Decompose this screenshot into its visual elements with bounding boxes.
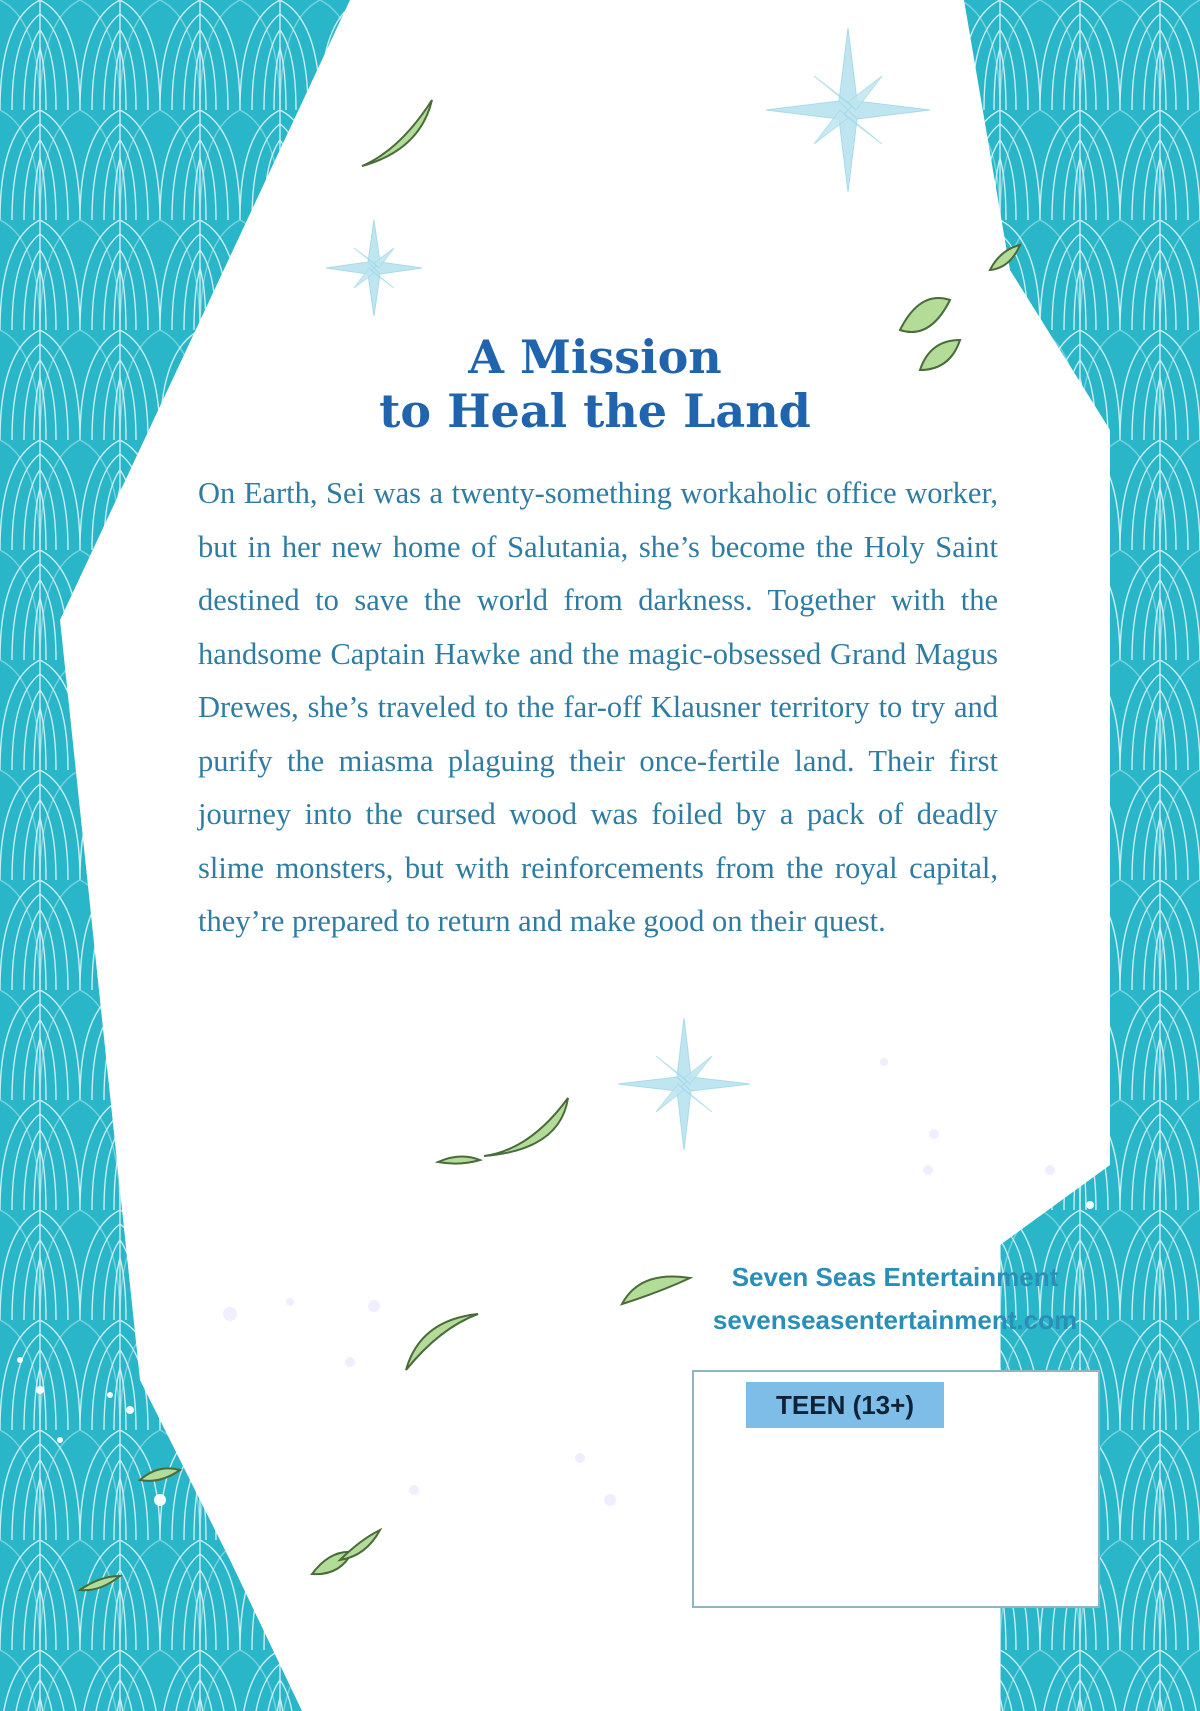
age-rating-badge: TEEN (13+) — [746, 1382, 944, 1428]
book-title — [290, 330, 900, 438]
publisher-name: Seven Seas Entertainment — [731, 1262, 1059, 1292]
title-line-2: to Heal the Land — [379, 384, 811, 438]
blurb-text: On Earth, Sei was a twenty-something workaholic office worker, but in her new home of Salutania, she’s become the Holy Saint destined to save the world from darkness. Together with the handsome Captain Hawke and the magic-obsessed Grand Magus Drewes, she’s traveled to the far-off Klausner territory to try and purify the miasma plaguing their once-fertile land. Their first journey into the cursed wood was foiled by a pack of deadly slime monsters, but with reinforcements from the royal capital, they’re prepared to return and make good on their quest. — [198, 476, 998, 938]
title-line-1: A Mission — [468, 330, 722, 384]
barcode-box — [692, 1370, 1100, 1608]
publisher-url: sevenseasentertainment.com — [712, 1305, 1078, 1335]
